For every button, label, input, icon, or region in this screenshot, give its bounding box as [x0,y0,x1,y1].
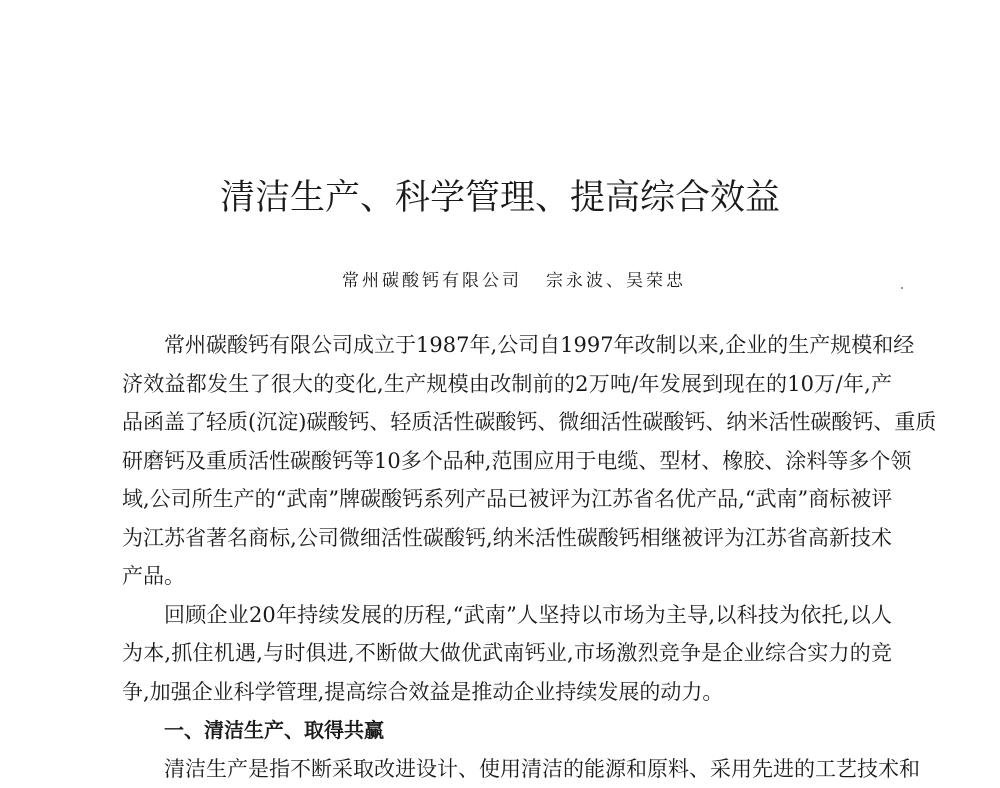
byline [342,266,686,291]
paragraph-line: 为本,抓住机遇,与时俱进,不断做大做优武南钙业,市场激烈竞争是企业综合实力的竞 [122,634,892,673]
paragraph-line: 域,公司所生产的“武南”牌碳酸钙系列产品已被评为江苏省名优产品,“武南”商标被评 [122,480,892,519]
paragraph-3 [122,750,892,788]
paragraph-line: 回顾企业20年持续发展的历程,“武南”人坚持以市场为主导,以科技为依托,以人 [122,596,892,635]
organization-name: 常州碳酸钙有限公司 [342,271,522,291]
paragraph-line: 品函盖了轻质(沉淀)碳酸钙、轻质活性碳酸钙、微细活性碳酸钙、纳米活性碳酸钙、重质 [122,403,892,442]
document-title: 清洁生产、科学管理、提高综合效益 [0,170,1000,220]
paragraph-line: 为江苏省著名商标,公司微细活性碳酸钙,纳米活性碳酸钙相继被评为江苏省高新技术 [122,519,892,558]
paragraph-1 [122,326,892,596]
document-body [122,326,892,788]
paragraph-2 [122,596,892,712]
paragraph-line: 济效益都发生了很大的变化,生产规模由改制前的2万吨/年发展到现在的10万/年,产 [122,365,892,404]
paragraph-line: 研磨钙及重质活性碳酸钙等10多个品种,范围应用于电缆、型材、橡胶、涂料等多个领 [122,442,892,481]
author-names: 宗永波、吴荣忠 [546,271,686,291]
paragraph-line: 常州碳酸钙有限公司成立于1987年,公司自1997年改制以来,企业的生产规模和经 [122,326,892,365]
scan-speck [901,287,903,289]
section-heading: 一、清洁生产、取得共赢 [122,711,892,750]
paragraph-line: 产品。 [122,557,892,596]
paragraph-line: 清洁生产是指不断采取改进设计、使用清洁的能源和原料、采用先进的工艺技术和 [122,750,892,788]
paragraph-line: 争,加强企业科学管理,提高综合效益是推动企业持续发展的动力。 [122,673,892,712]
